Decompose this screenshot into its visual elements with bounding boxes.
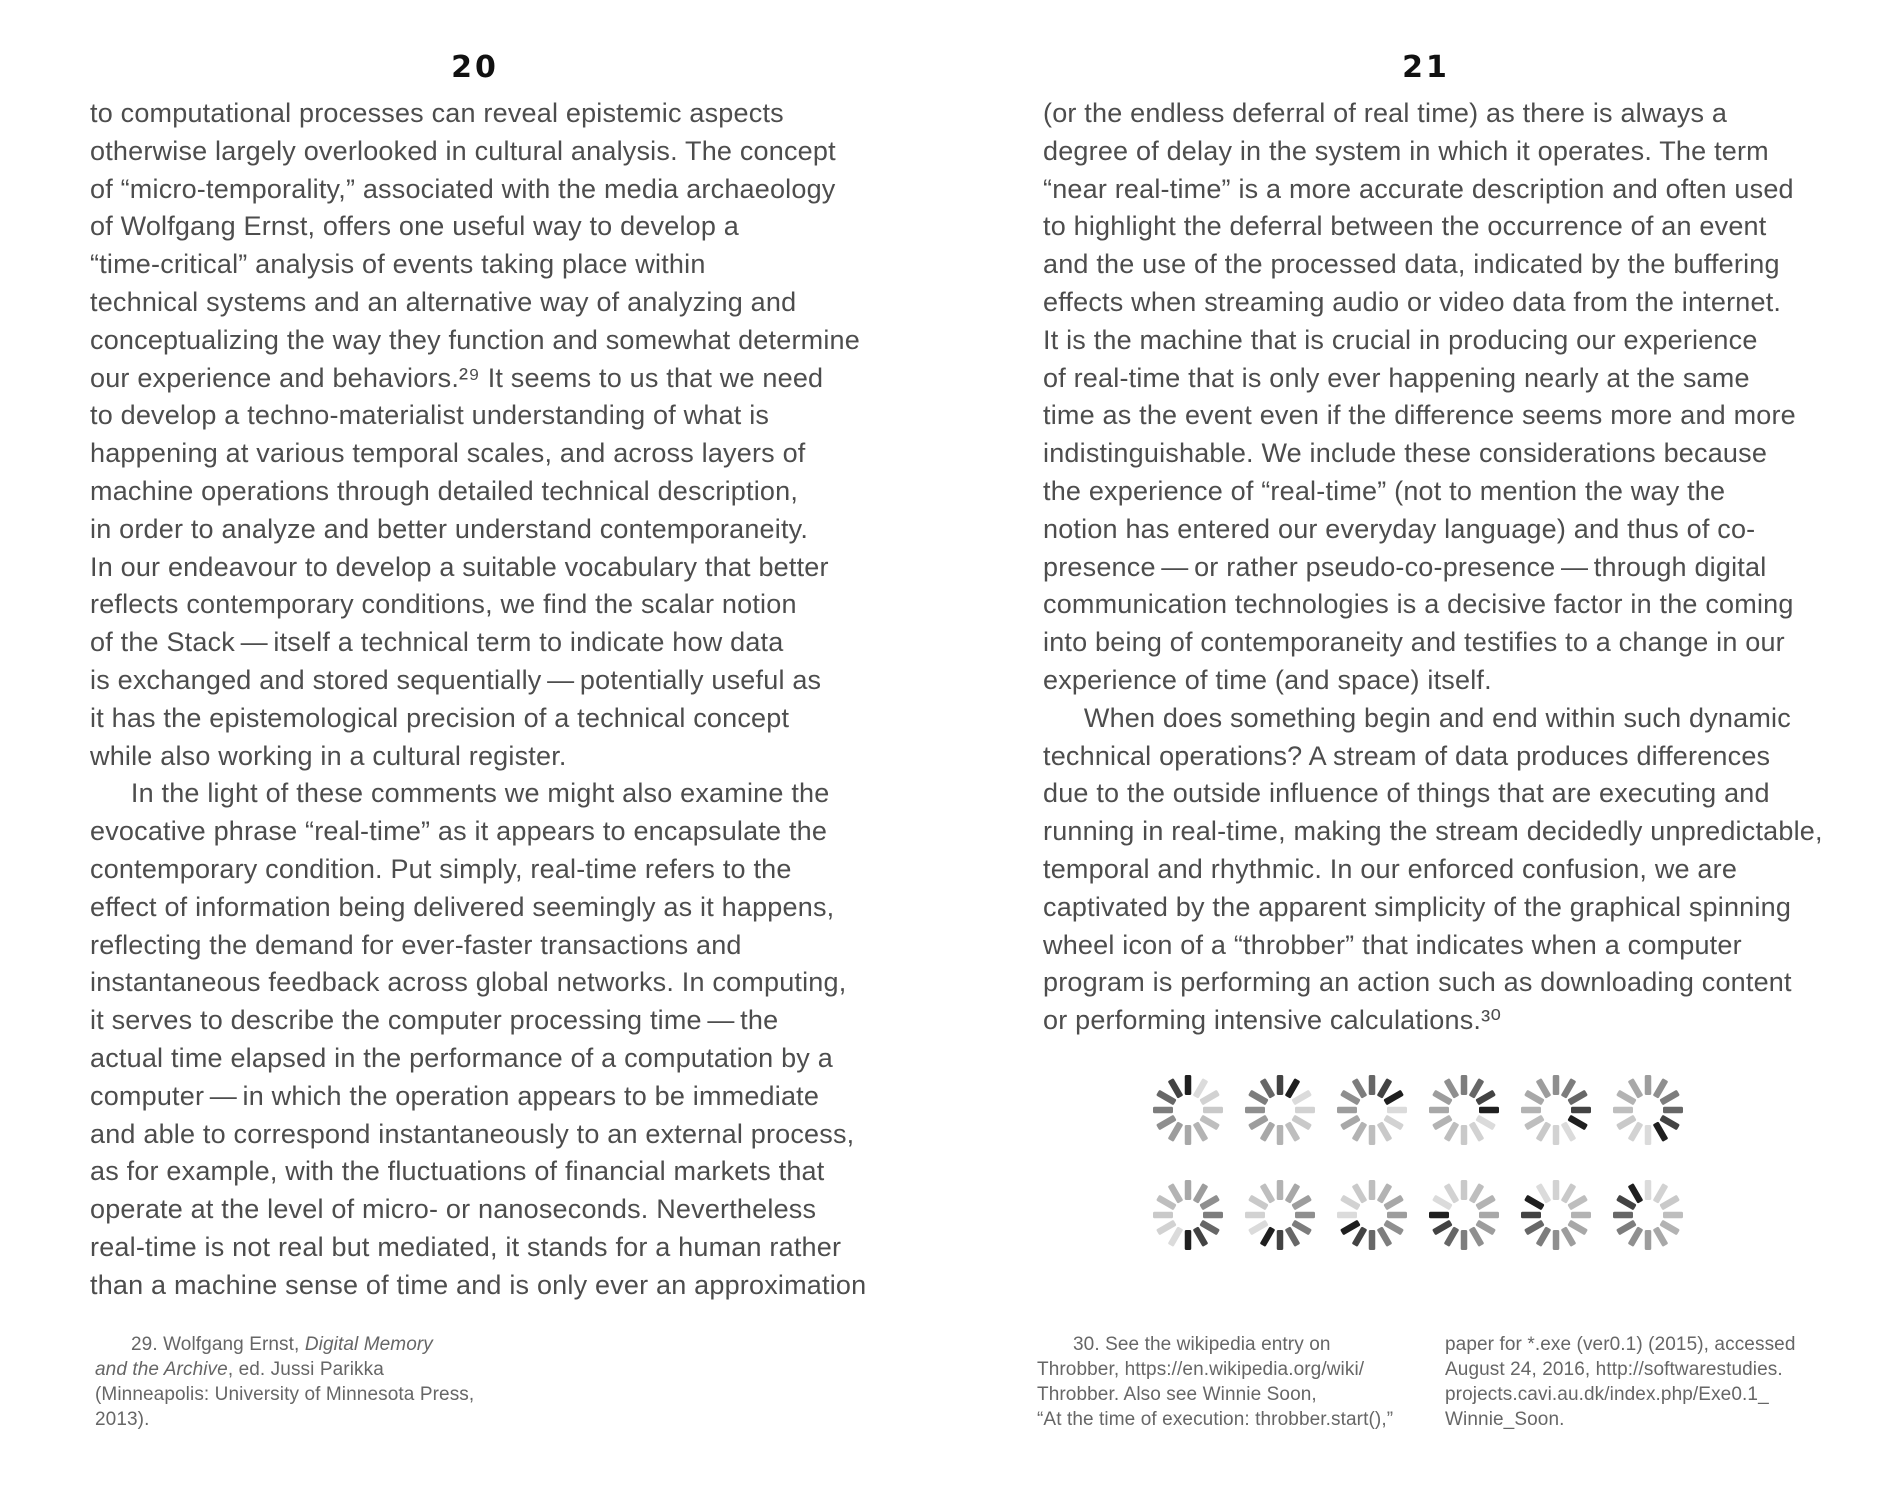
text-line: in order to analyze and better understand contemporaneity. xyxy=(90,513,809,544)
text-line: program is performing an action such as downloading content xyxy=(1043,967,1792,998)
text-line: contemporary condition. Put simply, real-time refers to the xyxy=(90,853,792,884)
text-line: communication technologies is a decisive factor in the coming xyxy=(1043,589,1794,620)
text-line: running in real-time, making the stream decidedly unpredictable, xyxy=(1043,816,1823,847)
throbber-animation-sequence-row-2 xyxy=(1153,1180,1683,1250)
text-line: our experience and behaviors.²⁹ It seems to us that we need xyxy=(90,362,824,393)
text-line: experience of time (and space) itself. xyxy=(1043,664,1492,695)
text-line: operate at the level of micro- or nanoseconds. Nevertheless xyxy=(90,1194,817,1225)
throbber-animation-sequence-row-1 xyxy=(1153,1075,1683,1145)
text-line: or performing intensive calculations.³⁰ xyxy=(1043,1005,1502,1036)
throbber-spinner-icon xyxy=(1613,1180,1683,1250)
text-line: Winnie_Soon. xyxy=(1445,1409,1565,1430)
text-line: It is the machine that is crucial in producing our experience xyxy=(1043,324,1758,355)
text-line: of Wolfgang Ernst, offers one useful way to develop a xyxy=(90,211,739,242)
text-line: and able to correspond instantaneously to an external process, xyxy=(90,1118,855,1149)
text-line: while also working in a cultural register. xyxy=(90,740,567,771)
text-line: reflecting the demand for ever-faster transactions and xyxy=(90,929,742,960)
text-line: When does something begin and end within such dynamic xyxy=(1043,702,1791,733)
throbber-spinner-icon xyxy=(1521,1180,1591,1250)
text-line: (or the endless deferral of real time) as there is always a xyxy=(1043,98,1728,128)
text-line: computer — in which the operation appears to be immediate xyxy=(90,1080,820,1111)
text-line: to develop a techno-materialist understanding of what is xyxy=(90,400,770,431)
text-line: technical systems and an alternative way of analyzing and xyxy=(90,286,797,317)
text-line: otherwise largely overlooked in cultural analysis. The concept xyxy=(90,135,836,166)
text-line: and the use of the processed data, indicated by the buffering xyxy=(1043,249,1780,280)
text-line: presence — or rather pseudo-co-presence — through digital xyxy=(1043,551,1767,582)
text-line: August 24, 2016, http://softwarestudies. xyxy=(1445,1359,1783,1380)
text-line: degree of delay in the system in which it operates. The term xyxy=(1043,135,1769,166)
throbber-spinner-icon xyxy=(1521,1075,1591,1145)
text-line: evocative phrase “real-time” as it appears to encapsulate the xyxy=(90,816,828,847)
text-line: conceptualizing the way they function and somewhat determine xyxy=(90,324,860,355)
throbber-spinner-icon xyxy=(1429,1180,1499,1250)
text-line: to highlight the deferral between the occurrence of an event xyxy=(1043,211,1767,242)
text-line xyxy=(95,1332,474,1357)
text-line: projects.cavi.au.dk/index.php/Exe0.1_ xyxy=(1445,1384,1769,1405)
text-line: effects when streaming audio or video data from the internet. xyxy=(1043,286,1782,317)
footnote-29-text: , ed. Jussi Parikka xyxy=(227,1359,384,1380)
text-line: happening at various temporal scales, and across layers of xyxy=(90,438,806,469)
footnote-30-right-column xyxy=(1445,1332,1796,1432)
text-line: of real-time that is only ever happening nearly at the same xyxy=(1043,362,1750,393)
footnote-29-book-title: and the Archive xyxy=(95,1359,228,1380)
page-number-20: 20 xyxy=(451,50,499,85)
text-line: it has the epistemological precision of a technical concept xyxy=(90,702,790,733)
throbber-spinner-icon xyxy=(1245,1075,1315,1145)
throbber-spinner-icon xyxy=(1245,1180,1315,1250)
text-line: temporal and rhythmic. In our enforced confusion, we are xyxy=(1043,853,1738,884)
text-line: real-time is not real but mediated, it stands for a human rather xyxy=(90,1231,842,1262)
text-line: into being of contemporaneity and testifies to a change in our xyxy=(1043,627,1785,658)
text-line: indistinguishable. We include these considerations because xyxy=(1043,438,1768,469)
footnote-29 xyxy=(95,1332,474,1432)
text-line: of “micro-temporality,” associated with the media archaeology xyxy=(90,173,836,204)
throbber-spinner-icon xyxy=(1337,1180,1407,1250)
text-line: it serves to describe the computer processing time — the xyxy=(90,1005,779,1036)
text-line: In our endeavour to develop a suitable vocabulary that better xyxy=(90,551,829,582)
throbber-spinner-icon xyxy=(1337,1075,1407,1145)
footnote-30-left-column xyxy=(1037,1332,1393,1432)
text-line: effect of information being delivered seemingly as it happens, xyxy=(90,891,835,922)
text-line: wheel icon of a “throbber” that indicates when a computer xyxy=(1043,929,1742,960)
text-line: time as the event even if the difference seems more and more xyxy=(1043,400,1796,431)
text-line: than a machine sense of time and is only ever an approximation xyxy=(90,1269,867,1300)
footnote-29-book-title: Digital Memory xyxy=(304,1334,433,1355)
text-line: is exchanged and stored sequentially — potentially useful as xyxy=(90,664,822,695)
text-line: as for example, with the fluctuations of financial markets that xyxy=(90,1156,825,1187)
text-line: (Minneapolis: University of Minnesota Press, xyxy=(95,1384,475,1405)
text-line: 2013). xyxy=(95,1409,150,1430)
text-line: reflects contemporary conditions, we find the scalar notion xyxy=(90,589,797,620)
text-line: Throbber. Also see Winnie Soon, xyxy=(1037,1384,1317,1405)
throbber-spinner-icon xyxy=(1613,1075,1683,1145)
page-number-21: 21 xyxy=(1402,50,1450,85)
text-line: captivated by the apparent simplicity of the graphical spinning xyxy=(1043,891,1792,922)
text-line: In the light of these comments we might also examine the xyxy=(90,778,830,809)
text-line: Throbber, https://en.wikipedia.org/wiki/ xyxy=(1037,1359,1365,1380)
throbber-spinner-icon xyxy=(1153,1180,1223,1250)
text-line: “At the time of execution: throbber.start(),” xyxy=(1037,1409,1394,1430)
text-line: of the Stack — itself a technical term to indicate how data xyxy=(90,627,784,658)
text-line: 30. See the wikipedia entry on xyxy=(1073,1334,1331,1355)
text-line: to computational processes can reveal epistemic aspects xyxy=(90,98,784,128)
throbber-spinner-icon xyxy=(1429,1075,1499,1145)
footnote-29-text: 29. Wolfgang Ernst, xyxy=(131,1334,305,1355)
throbber-spinner-icon xyxy=(1153,1075,1223,1145)
text-line: due to the outside influence of things that are executing and xyxy=(1043,778,1770,809)
text-line: technical operations? A stream of data produces differences xyxy=(1043,740,1771,771)
text-line: paper for *.exe (ver0.1) (2015), accessed xyxy=(1445,1334,1796,1355)
page-21-body-text xyxy=(1043,95,1823,1040)
text-line: the experience of “real-time” (not to mention the way the xyxy=(1043,475,1726,506)
text-line: instantaneous feedback across global networks. In computing, xyxy=(90,967,847,998)
page-20-body-text xyxy=(90,95,866,1305)
text-line: actual time elapsed in the performance of a computation by a xyxy=(90,1042,833,1073)
text-line: “near real-time” is a more accurate description and often used xyxy=(1043,173,1794,204)
text-line: machine operations through detailed technical description, xyxy=(90,475,799,506)
text-line: notion has entered our everyday language) and thus of co- xyxy=(1043,513,1756,544)
text-line xyxy=(95,1357,474,1382)
text-line: “time-critical” analysis of events taking place within xyxy=(90,249,706,280)
